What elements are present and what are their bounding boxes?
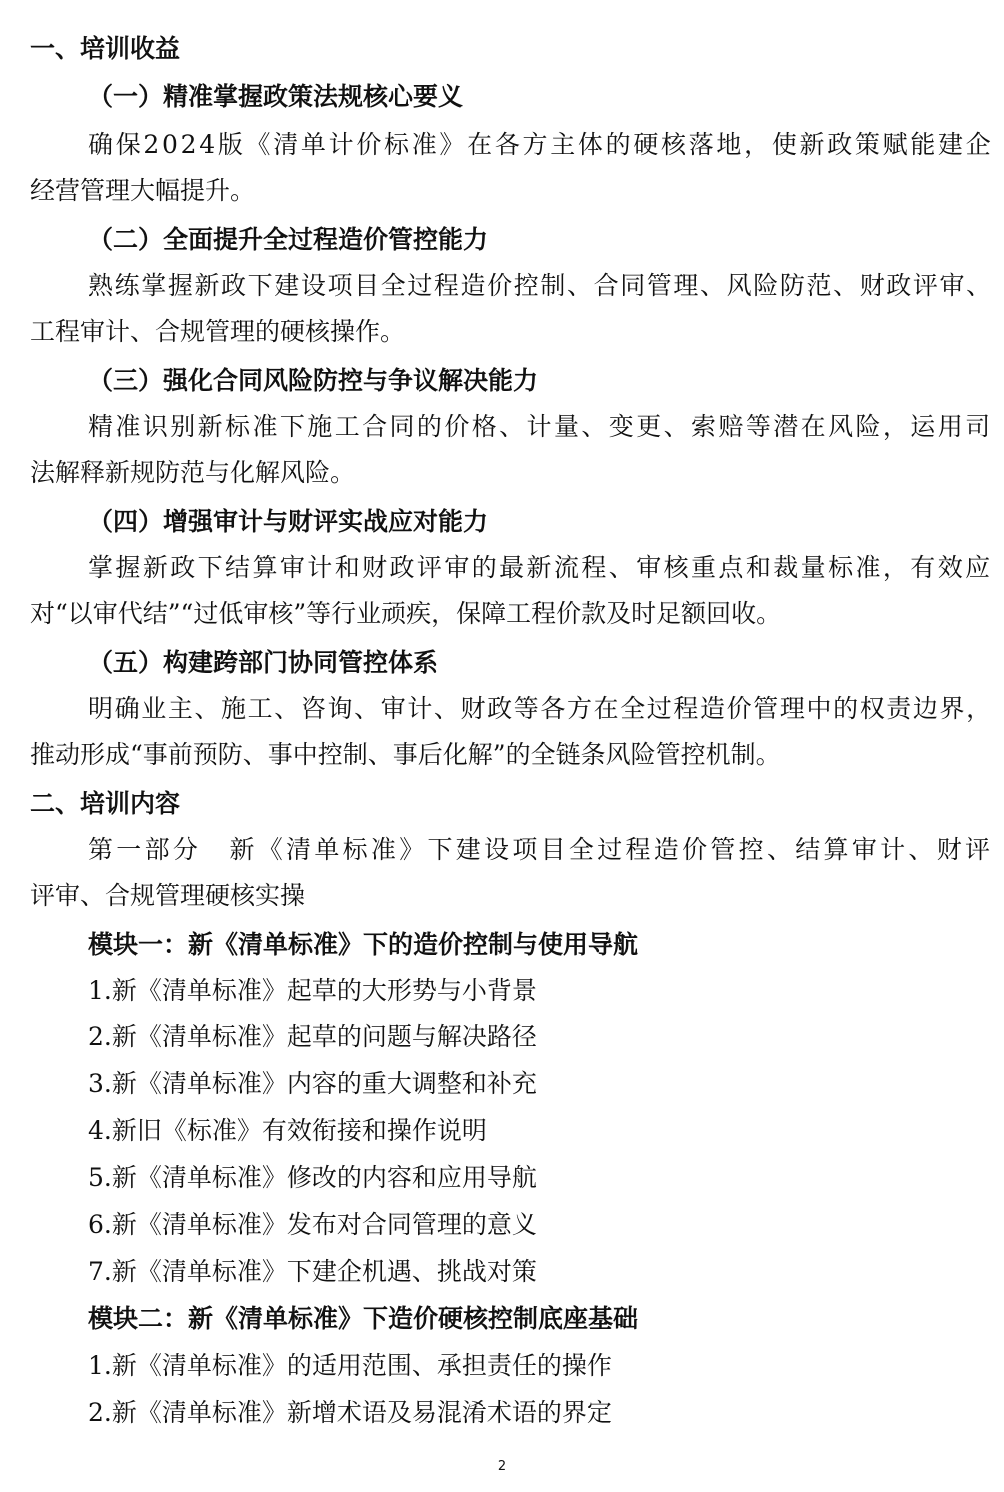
subsection-heading: （五）构建跨部门协同管控体系	[88, 648, 439, 677]
list-item: 2.新《清单标准》起草的问题与解决路径	[88, 1022, 537, 1051]
paragraph-line: 精准识别新标准下施工合同的价格、计量、变更、索赔等潜在风险，运用司	[88, 412, 993, 441]
paragraph-line: 推动形成“事前预防、事中控制、事后化解”的全链条风险管控机制。	[30, 740, 781, 769]
subsection-heading: （三）强化合同风险防控与争议解决能力	[88, 366, 539, 395]
list-item: 5.新《清单标准》修改的内容和应用导航	[88, 1163, 537, 1192]
list-item: 2.新《清单标准》新增术语及易混淆术语的界定	[88, 1398, 612, 1427]
paragraph-line: 掌握新政下结算审计和财政评审的最新流程、审核重点和裁量标准，有效应	[88, 553, 993, 582]
subsection-heading: （四）增强审计与财评实战应对能力	[88, 507, 489, 536]
list-item: 3.新《清单标准》内容的重大调整和补充	[88, 1069, 537, 1098]
paragraph-line: 法解释新规防范与化解风险。	[30, 458, 356, 487]
paragraph-line: 熟练掌握新政下建设项目全过程造价控制、合同管理、风险防范、财政评审、	[88, 271, 993, 300]
list-item: 7.新《清单标准》下建企机遇、挑战对策	[88, 1257, 537, 1286]
list-item: 1.新《清单标准》起草的大形势与小背景	[88, 976, 537, 1005]
paragraph-line: 工程审计、合规管理的硬核操作。	[30, 317, 406, 346]
paragraph-line: 经营管理大幅提升。	[30, 176, 256, 205]
page-number: 2	[497, 1459, 507, 1474]
paragraph-line: 确保2024版《清单计价标准》在各方主体的硬核落地，使新政策赋能建企	[88, 130, 994, 159]
paragraph-line: 对“以审代结”“过低审核”等行业顽疾，保障工程价款及时足额回收。	[30, 599, 782, 628]
paragraph-line: 明确业主、施工、咨询、审计、财政等各方在全过程造价管理中的权责边界，	[88, 694, 993, 723]
module-heading: 模块一：新《清单标准》下的造价控制与使用导航	[88, 930, 639, 959]
list-item: 4.新旧《标准》有效衔接和操作说明	[88, 1116, 487, 1145]
list-item: 1.新《清单标准》的适用范围、承担责任的操作	[88, 1351, 612, 1380]
section-heading: 一、培训收益	[30, 34, 181, 63]
subsection-heading: （一）精准掌握政策法规核心要义	[88, 82, 464, 111]
module-heading: 模块二：新《清单标准》下造价硬核控制底座基础	[88, 1304, 639, 1333]
section-heading: 二、培训内容	[30, 789, 181, 818]
part-title-line: 第一部分 新《清单标准》下建设项目全过程造价管控、结算审计、财评	[88, 835, 994, 864]
part-title-line: 评审、合规管理硬核实操	[30, 881, 306, 910]
list-item: 6.新《清单标准》发布对合同管理的意义	[88, 1210, 537, 1239]
subsection-heading: （二）全面提升全过程造价管控能力	[88, 225, 489, 254]
